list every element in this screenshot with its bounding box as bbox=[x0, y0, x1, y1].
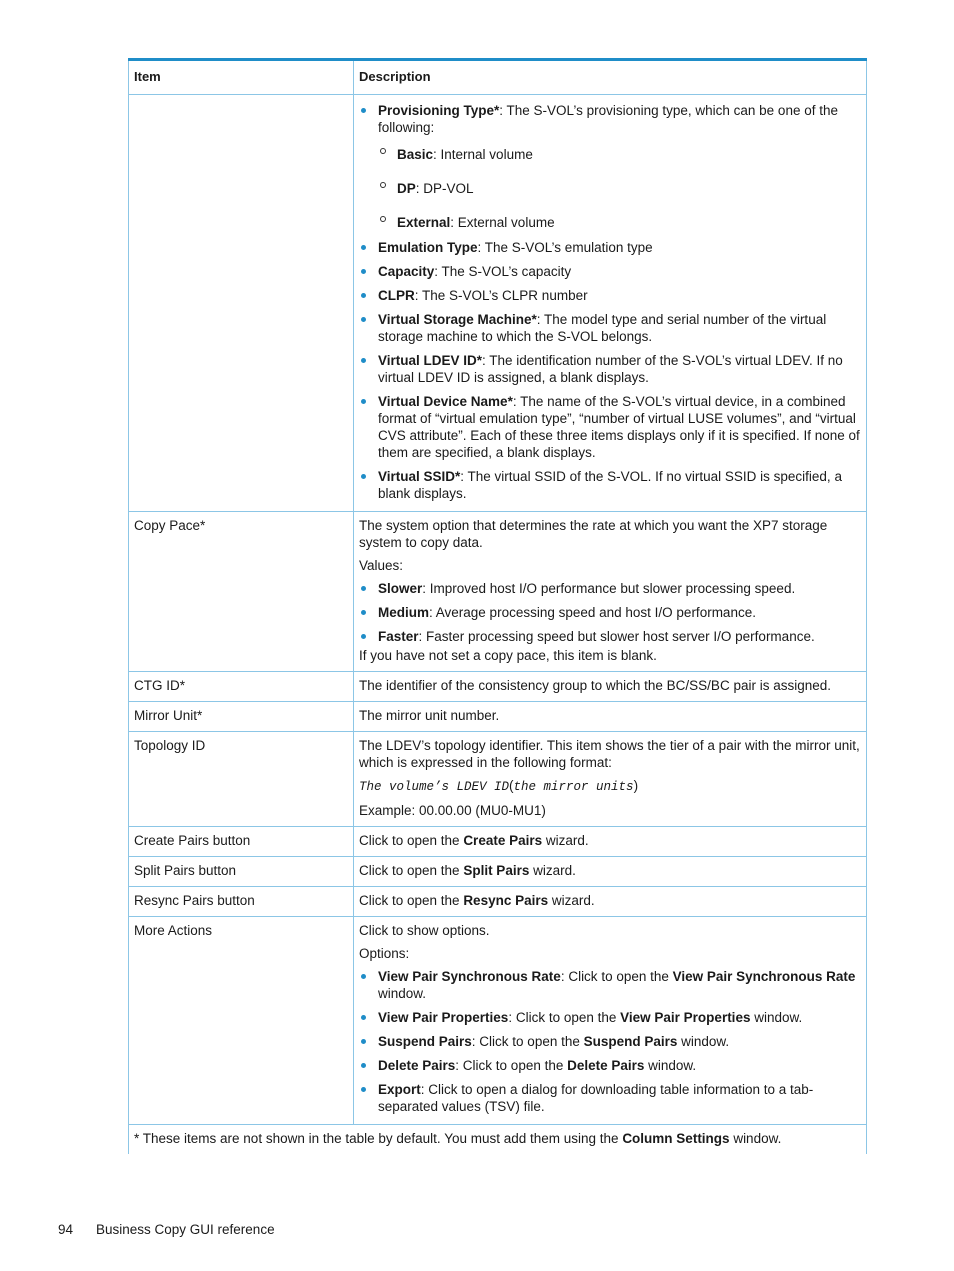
term: Delete Pairs bbox=[567, 1058, 645, 1073]
term: Virtual LDEV ID* bbox=[378, 353, 483, 368]
item-cell: Resync Pairs button bbox=[129, 887, 354, 917]
bullet-icon bbox=[361, 358, 366, 363]
description-cell bbox=[354, 512, 867, 672]
term: View Pair Properties bbox=[620, 1010, 751, 1025]
format-mirror: the mirror units bbox=[513, 780, 634, 794]
bullet-icon bbox=[361, 974, 366, 979]
term-text: : The model type and serial number of the virtual storage machine to which the S-VOL belongs. bbox=[378, 312, 827, 344]
term: Split Pairs bbox=[463, 863, 530, 878]
bullet-icon bbox=[361, 586, 366, 591]
term: View Pair Properties bbox=[378, 1010, 509, 1025]
term-text: : Average processing speed and host I/O performance. bbox=[429, 605, 756, 620]
description-cell: The mirror unit number. bbox=[354, 702, 867, 732]
description-cell bbox=[354, 857, 867, 887]
bullet-icon bbox=[361, 245, 366, 250]
format-open: ( bbox=[509, 778, 514, 793]
term: Capacity bbox=[378, 264, 435, 279]
reference-table bbox=[128, 58, 867, 1154]
term: Slower bbox=[378, 581, 423, 596]
text: window. bbox=[750, 1010, 803, 1025]
text: wizard. bbox=[542, 833, 589, 848]
text: : Click to open the bbox=[560, 969, 673, 984]
paragraph: The system option that determines the rate at which you want the XP7 storage system to copy data. bbox=[359, 518, 828, 550]
text: : Click to open the bbox=[455, 1058, 568, 1073]
table-row bbox=[129, 512, 867, 672]
list-item bbox=[359, 628, 861, 645]
paragraph: If you have not set a copy pace, this item is blank. bbox=[359, 648, 657, 663]
term: Virtual SSID* bbox=[378, 469, 461, 484]
sub-list-item bbox=[378, 146, 861, 163]
list-item bbox=[359, 311, 861, 345]
table-row bbox=[129, 857, 867, 887]
term: Create Pairs bbox=[463, 833, 543, 848]
text: wizard. bbox=[529, 863, 576, 878]
svol-bullet-list bbox=[359, 102, 861, 502]
item-cell: Copy Pace* bbox=[129, 512, 354, 672]
bullet-icon bbox=[361, 474, 366, 479]
list-item bbox=[359, 1009, 861, 1026]
term: Virtual Device Name* bbox=[378, 394, 513, 409]
term: View Pair Synchronous Rate bbox=[378, 969, 561, 984]
term: Faster bbox=[378, 629, 419, 644]
footnote-cell bbox=[129, 1125, 867, 1155]
term-text: : The S-VOL’s emulation type bbox=[477, 240, 653, 255]
term-text: : The virtual SSID of the S-VOL. If no virtual SSID is specified, a blank displays. bbox=[378, 469, 842, 501]
description-cell bbox=[354, 95, 867, 512]
term: Column Settings bbox=[622, 1131, 730, 1146]
term: Delete Pairs bbox=[378, 1058, 456, 1073]
table-row bbox=[129, 672, 867, 702]
text: Click to open the bbox=[359, 863, 464, 878]
page-number: 94 bbox=[58, 1222, 74, 1237]
term: External bbox=[397, 215, 451, 230]
page-footer bbox=[58, 1222, 275, 1237]
bullet-icon bbox=[361, 1063, 366, 1068]
header-description: Description bbox=[354, 60, 867, 95]
bullet-icon bbox=[361, 1015, 366, 1020]
bullet-icon bbox=[361, 108, 366, 113]
item-cell bbox=[129, 95, 354, 512]
term: CLPR bbox=[378, 288, 415, 303]
item-cell: CTG ID* bbox=[129, 672, 354, 702]
term: Suspend Pairs bbox=[583, 1034, 678, 1049]
term: Emulation Type bbox=[378, 240, 478, 255]
table-row bbox=[129, 702, 867, 732]
term-text: : Faster processing speed but slower host server I/O performance. bbox=[418, 629, 815, 644]
description-cell bbox=[354, 732, 867, 827]
text: Click to open the bbox=[359, 893, 464, 908]
term-text: : The identification number of the S-VOL’s virtual LDEV. If no virtual LDEV ID is assigned, a blank displays. bbox=[378, 353, 843, 385]
term: Provisioning Type* bbox=[378, 103, 500, 118]
term-text: : Internal volume bbox=[433, 147, 533, 162]
item-cell: Topology ID bbox=[129, 732, 354, 827]
text: window. bbox=[644, 1058, 697, 1073]
format-ldev: The volume’s LDEV ID bbox=[359, 780, 510, 794]
list-item bbox=[359, 102, 861, 231]
bullet-icon bbox=[361, 1087, 366, 1092]
text: : Click to open the bbox=[471, 1034, 584, 1049]
list-item bbox=[359, 604, 861, 621]
term: Suspend Pairs bbox=[378, 1034, 472, 1049]
bullet-icon bbox=[361, 293, 366, 298]
sub-list-item bbox=[378, 180, 861, 197]
list-item bbox=[359, 968, 861, 1002]
term-text: : The S-VOL’s provisioning type, which can be one of the following: bbox=[378, 103, 838, 135]
table-row bbox=[129, 732, 867, 827]
list-item bbox=[359, 1057, 861, 1074]
bullet-icon bbox=[361, 634, 366, 639]
list-item bbox=[359, 287, 861, 304]
table-header-row bbox=[129, 60, 867, 95]
text: : Click to open the bbox=[508, 1010, 621, 1025]
more-actions-list bbox=[359, 968, 861, 1115]
table-row bbox=[129, 827, 867, 857]
term-text: : External volume bbox=[450, 215, 555, 230]
text: wizard. bbox=[548, 893, 595, 908]
term: Virtual Storage Machine* bbox=[378, 312, 537, 327]
paragraph: The LDEV’s topology identifier. This item shows the tier of a pair with the mirror unit, which is expressed in the following format: bbox=[359, 738, 860, 770]
hollow-bullet-icon bbox=[380, 216, 386, 222]
format-line bbox=[359, 777, 861, 796]
list-item bbox=[359, 263, 861, 280]
paragraph: Options: bbox=[359, 946, 410, 961]
paragraph: Values: bbox=[359, 558, 404, 573]
term-text: : Improved host I/O performance but slower processing speed. bbox=[422, 581, 796, 596]
item-cell: Split Pairs button bbox=[129, 857, 354, 887]
term: DP bbox=[397, 181, 416, 196]
table-row bbox=[129, 95, 867, 512]
table-row bbox=[129, 917, 867, 1125]
text: : Click to open a dialog for downloading table information to a tab-separated values (TSV) file. bbox=[378, 1082, 814, 1114]
hollow-bullet-icon bbox=[380, 182, 386, 188]
term: Export bbox=[378, 1082, 421, 1097]
term: Basic bbox=[397, 147, 434, 162]
bullet-icon bbox=[361, 1039, 366, 1044]
bullet-icon bbox=[361, 610, 366, 615]
list-item bbox=[359, 1081, 861, 1115]
text: window. bbox=[729, 1131, 782, 1146]
format-close: ) bbox=[633, 778, 639, 793]
paragraph: Click to show options. bbox=[359, 923, 490, 938]
list-item bbox=[359, 239, 861, 256]
paragraph: Example: 00.00.00 (MU0-MU1) bbox=[359, 803, 546, 818]
text: window. bbox=[677, 1034, 730, 1049]
description-cell: The identifier of the consistency group to which the BC/SS/BC pair is assigned. bbox=[354, 672, 867, 702]
term-text: : The S-VOL’s capacity bbox=[434, 264, 572, 279]
item-cell: Create Pairs button bbox=[129, 827, 354, 857]
text: window. bbox=[378, 986, 427, 1001]
header-item: Item bbox=[129, 60, 354, 95]
item-cell: Mirror Unit* bbox=[129, 702, 354, 732]
description-cell bbox=[354, 887, 867, 917]
description-cell bbox=[354, 917, 867, 1125]
list-item bbox=[359, 580, 861, 597]
item-cell: More Actions bbox=[129, 917, 354, 1125]
section-title: Business Copy GUI reference bbox=[96, 1222, 275, 1237]
term-text: : The name of the S-VOL’s virtual device, in a combined format of “virtual emulation type”, “number of virtual LUSE volumes”, and “virtual CVS attribute”. Each of these three items displays only if it is specified. If none of them are specified, a blank displays. bbox=[378, 394, 860, 460]
hollow-bullet-icon bbox=[380, 148, 386, 154]
list-item bbox=[359, 393, 861, 461]
bullet-icon bbox=[361, 269, 366, 274]
bullet-icon bbox=[361, 399, 366, 404]
provisioning-sub-list bbox=[378, 146, 861, 231]
list-item bbox=[359, 1033, 861, 1050]
copy-pace-list bbox=[359, 580, 861, 645]
term-text: : DP-VOL bbox=[415, 181, 474, 196]
term: Medium bbox=[378, 605, 430, 620]
term: Resync Pairs bbox=[463, 893, 549, 908]
bullet-icon bbox=[361, 317, 366, 322]
list-item bbox=[359, 468, 861, 502]
description-cell bbox=[354, 827, 867, 857]
table-row bbox=[129, 887, 867, 917]
text: Click to open the bbox=[359, 833, 464, 848]
sub-list-item bbox=[378, 214, 861, 231]
list-item bbox=[359, 352, 861, 386]
footnote-row bbox=[129, 1125, 867, 1155]
text: * These items are not shown in the table by default. You must add them using the bbox=[134, 1131, 623, 1146]
term: View Pair Synchronous Rate bbox=[672, 969, 856, 984]
term-text: : The S-VOL’s CLPR number bbox=[414, 288, 588, 303]
